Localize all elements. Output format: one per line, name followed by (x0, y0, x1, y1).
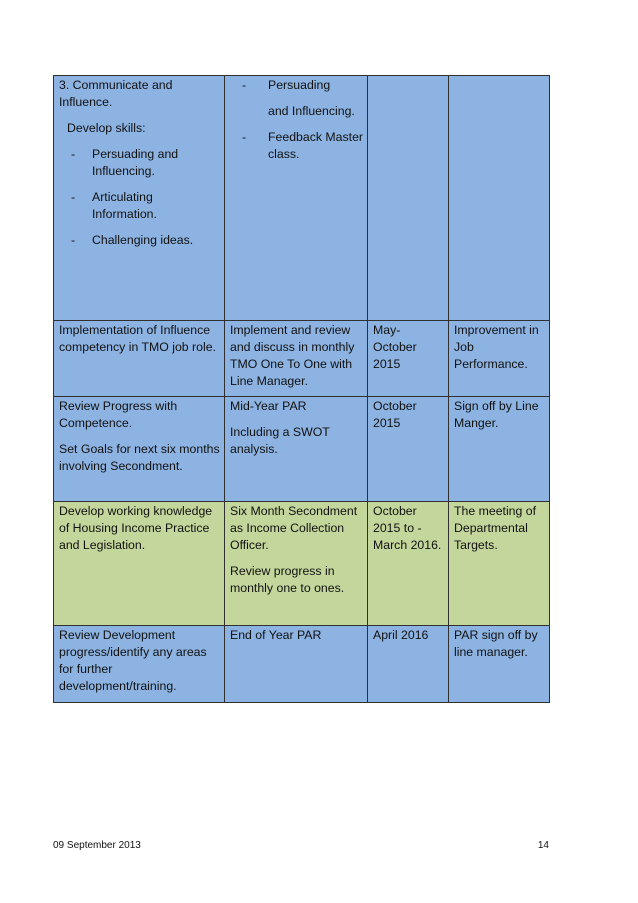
dash-bullet-icon: - (71, 190, 76, 204)
table-cell: Implementation of Influence competency in TMO job role. (54, 321, 225, 397)
skills-list (59, 146, 220, 249)
table-cell (225, 76, 368, 321)
dash-bullet-icon: - (71, 147, 76, 161)
activities-list (230, 77, 363, 94)
table-cell: Review Progress with Competence. Set Goals for next six months involving Secondment. (54, 397, 225, 502)
list-item: - Articulating Information. (71, 190, 157, 221)
table-cell: Develop working knowledge of Housing Income Practice and Legislation. (54, 502, 225, 626)
development-plan-table (53, 75, 550, 703)
list-continuation: and Influencing. (268, 104, 355, 118)
table-cell: October 2015 to -March 2016. (368, 502, 449, 626)
page-number: 14 (537, 840, 549, 851)
table-cell (54, 76, 225, 321)
table-cell: Sign off by Line Manger. (449, 397, 550, 502)
list-item: - Persuading (242, 78, 331, 92)
table-cell (449, 76, 550, 321)
table-cell: October 2015 (368, 397, 449, 502)
list-item: - Persuading and Influencing. (71, 147, 179, 178)
table-cell: The meeting of Departmental Targets. (449, 502, 550, 626)
table-row (54, 626, 550, 703)
table-cell: PAR sign off by line manager. (449, 626, 550, 703)
table-cell: Mid-Year PAR Including a SWOT analysis. (225, 397, 368, 502)
table-row (54, 502, 550, 626)
dash-bullet-icon: - (242, 78, 247, 92)
table-row (54, 397, 550, 502)
table-cell: Improvement in Job Performance. (449, 321, 550, 397)
table-cell: Implement and review and discuss in monthly TMO One To One with Line Manager. (225, 321, 368, 397)
table-cell: Review Development progress/identify any areas for further development/training. (54, 626, 225, 703)
dash-bullet-icon: - (71, 233, 76, 247)
activities-list (230, 129, 363, 163)
list-item: - Feedback Master class. (242, 130, 364, 161)
table-cell: End of Year PAR (225, 626, 368, 703)
footer-date: 09 September 2013 (53, 840, 141, 851)
list-item: - Challenging ideas. (71, 233, 194, 247)
table-cell: April 2016 (368, 626, 449, 703)
dash-bullet-icon: - (242, 130, 247, 144)
table-row (54, 76, 550, 321)
cell-subtitle: Develop skills: (67, 121, 146, 135)
cell-title: 3. Communicate and Influence. (59, 78, 173, 109)
table-cell: May-October 2015 (368, 321, 449, 397)
table-cell: Six Month Secondment as Income Collection Officer. Review progress in monthly one to ones. (225, 502, 368, 626)
table-row (54, 321, 550, 397)
table-cell (368, 76, 449, 321)
